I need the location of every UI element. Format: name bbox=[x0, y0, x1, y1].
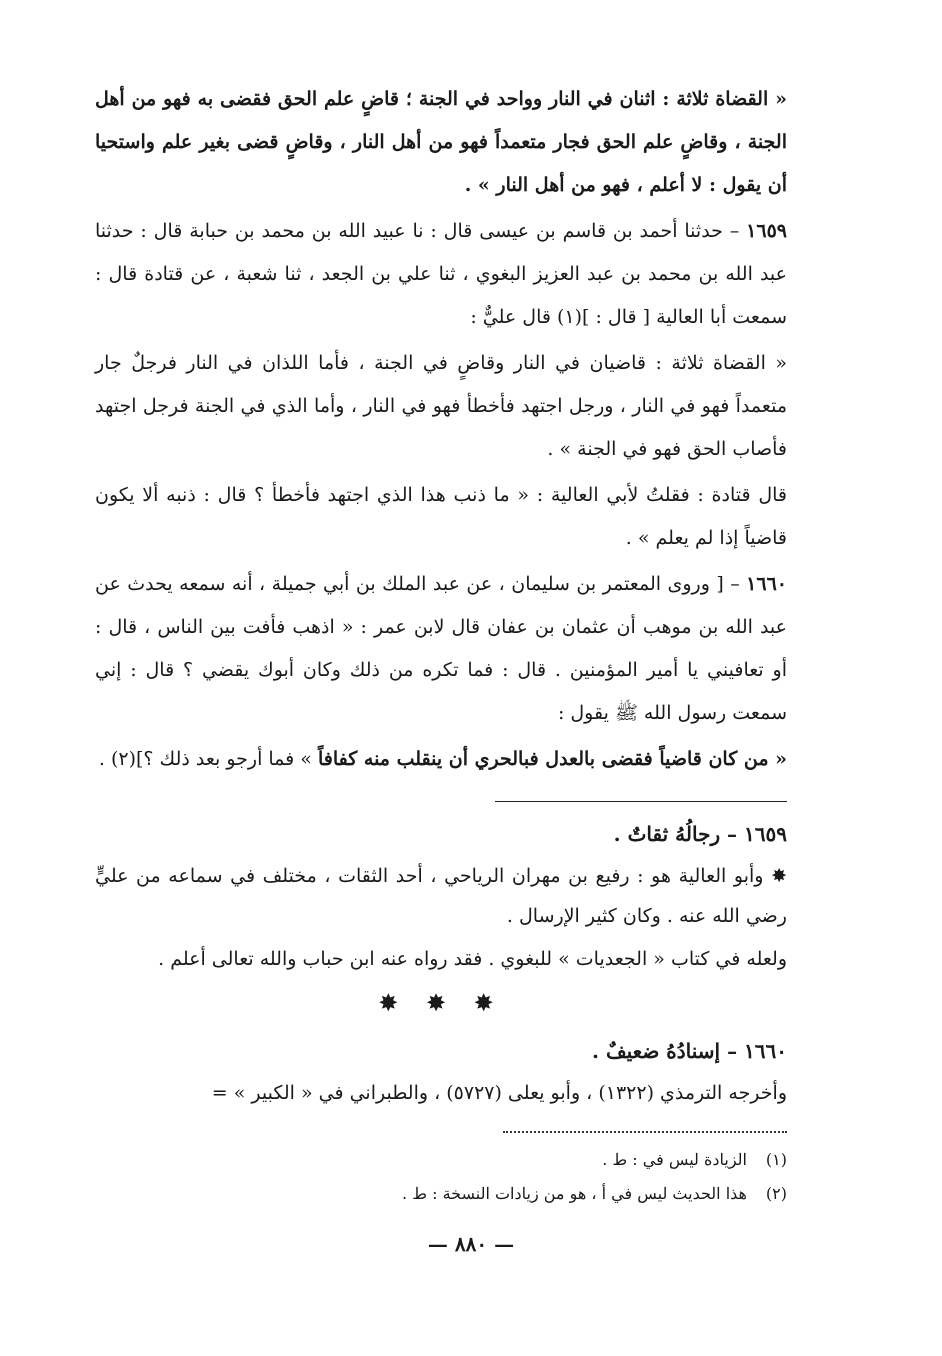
footnote-1-text: الزيادة ليس في : ط . bbox=[602, 1150, 747, 1169]
footnote-1-number: (١) bbox=[765, 1150, 787, 1169]
footnote-2-text: هذا الحديث ليس في أ ، هو من زيادات النسخة : ط . bbox=[402, 1184, 747, 1203]
page-body bbox=[95, 78, 787, 1211]
footnote-1 bbox=[95, 1143, 787, 1177]
hadith-text-2: « القضاة ثلاثة : قاضيان في النار وقاضٍ في الجنة ، فأما اللذان في النار فرجلٌ جار متعمداً فهو في النار ، ورجل اجتهد فأخطأ فهو في النار ، وأما الذي في الجنة فرجل اجتهد فأصاب الحق فهو في الجنة » . bbox=[95, 352, 787, 460]
note-heading-1659: ١٦٥٩ – رجالُهُ ثقاتٌ . bbox=[613, 822, 787, 846]
hadith-1660-chain: – [ وروى المعتمر بن سليمان ، عن عبد الملك بن أبي جميلة ، أنه سمعه يحدث عن عبد الله بن موهب أن عثمان بن عفان قال لابن عمر : « اذهب فأفت بين الناس ، قال : أو تعافيني يا أمير المؤمنين . قال : فما تكره من ذلك وكان أبوك يقضي ؟ قال : إني سمعت رسول الله ﷺ يقول : bbox=[95, 573, 787, 724]
footnote-2 bbox=[95, 1177, 787, 1211]
hadith-text-3-rest: » فما أرجو بعد ذلك ؟](٢) . bbox=[98, 748, 318, 770]
qatada-text: قال قتادة : فقلتُ لأبي العالية : « ما ذنب هذا الذي اجتهد فأخطأ ؟ قال : ذنبه ألا يكون قاضياً إذا لم يعلم » . bbox=[95, 484, 787, 549]
hadith-text-3-bold: « من كان قاضياً فقضى بالعدل فبالحري أن ينقلب منه كفافاً bbox=[317, 748, 787, 770]
notes-separator bbox=[495, 801, 787, 802]
note-heading-1660: ١٦٦٠ – إسنادُهُ ضعيفٌ . bbox=[592, 1039, 787, 1063]
hadith-text-3 bbox=[95, 738, 787, 781]
hadith-1660 bbox=[95, 563, 787, 735]
hadith-number-1659: ١٦٥٩ bbox=[746, 220, 787, 242]
note-1660-para-1: وأخرجه الترمذي (١٣٢٢) ، وأبو يعلى (٥٧٢٧) ، والطبراني في « الكبير » = bbox=[211, 1082, 787, 1104]
note-1659-para-1: ✸ وأبو العالية هو : رفيع بن مهران الرياحي ، أحد الثقات ، مختلف في سماعه من عليٍّ رضي الله عنه . وكان كثير الإرسال . bbox=[95, 865, 787, 927]
hadith-1659-chain: – حدثنا أحمد بن قاسم بن عيسى قال : نا عبيد الله بن محمد بن حبابة قال : حدثنا عبد الله بن محمد بن عبد العزيز البغوي ، ثنا علي بن الجعد ، ثنا شعبة ، عن قتادة قال : سمعت أبا العالية [ قال : ](١) قال عليٌّ : bbox=[95, 220, 787, 328]
hadith-number-1660: ١٦٦٠ bbox=[746, 573, 787, 595]
stars-divider: ✸ ✸ ✸ bbox=[378, 989, 504, 1017]
hadith-1659 bbox=[95, 210, 787, 339]
page-number: — ٨٨٠ — bbox=[427, 1232, 515, 1256]
hadith-text-1: « القضاة ثلاثة : اثنان في النار وواحد في الجنة ؛ قاضٍ علم الحق فقضى به فهو من أهل الجنة ، وقاضٍ علم الحق فجار متعمداً فهو من أهل النار ، وقاضٍ قضى بغير علم واستحيا أن يقول : لا أعلم ، فهو من أهل النار » . bbox=[95, 88, 787, 196]
footnote-2-number: (٢) bbox=[765, 1184, 787, 1203]
footnote-separator bbox=[503, 1131, 787, 1133]
note-1659-para-2: ولعله في كتاب « الجعديات » للبغوي . فقد رواه عنه ابن حباب والله تعالى أعلم . bbox=[158, 948, 787, 970]
